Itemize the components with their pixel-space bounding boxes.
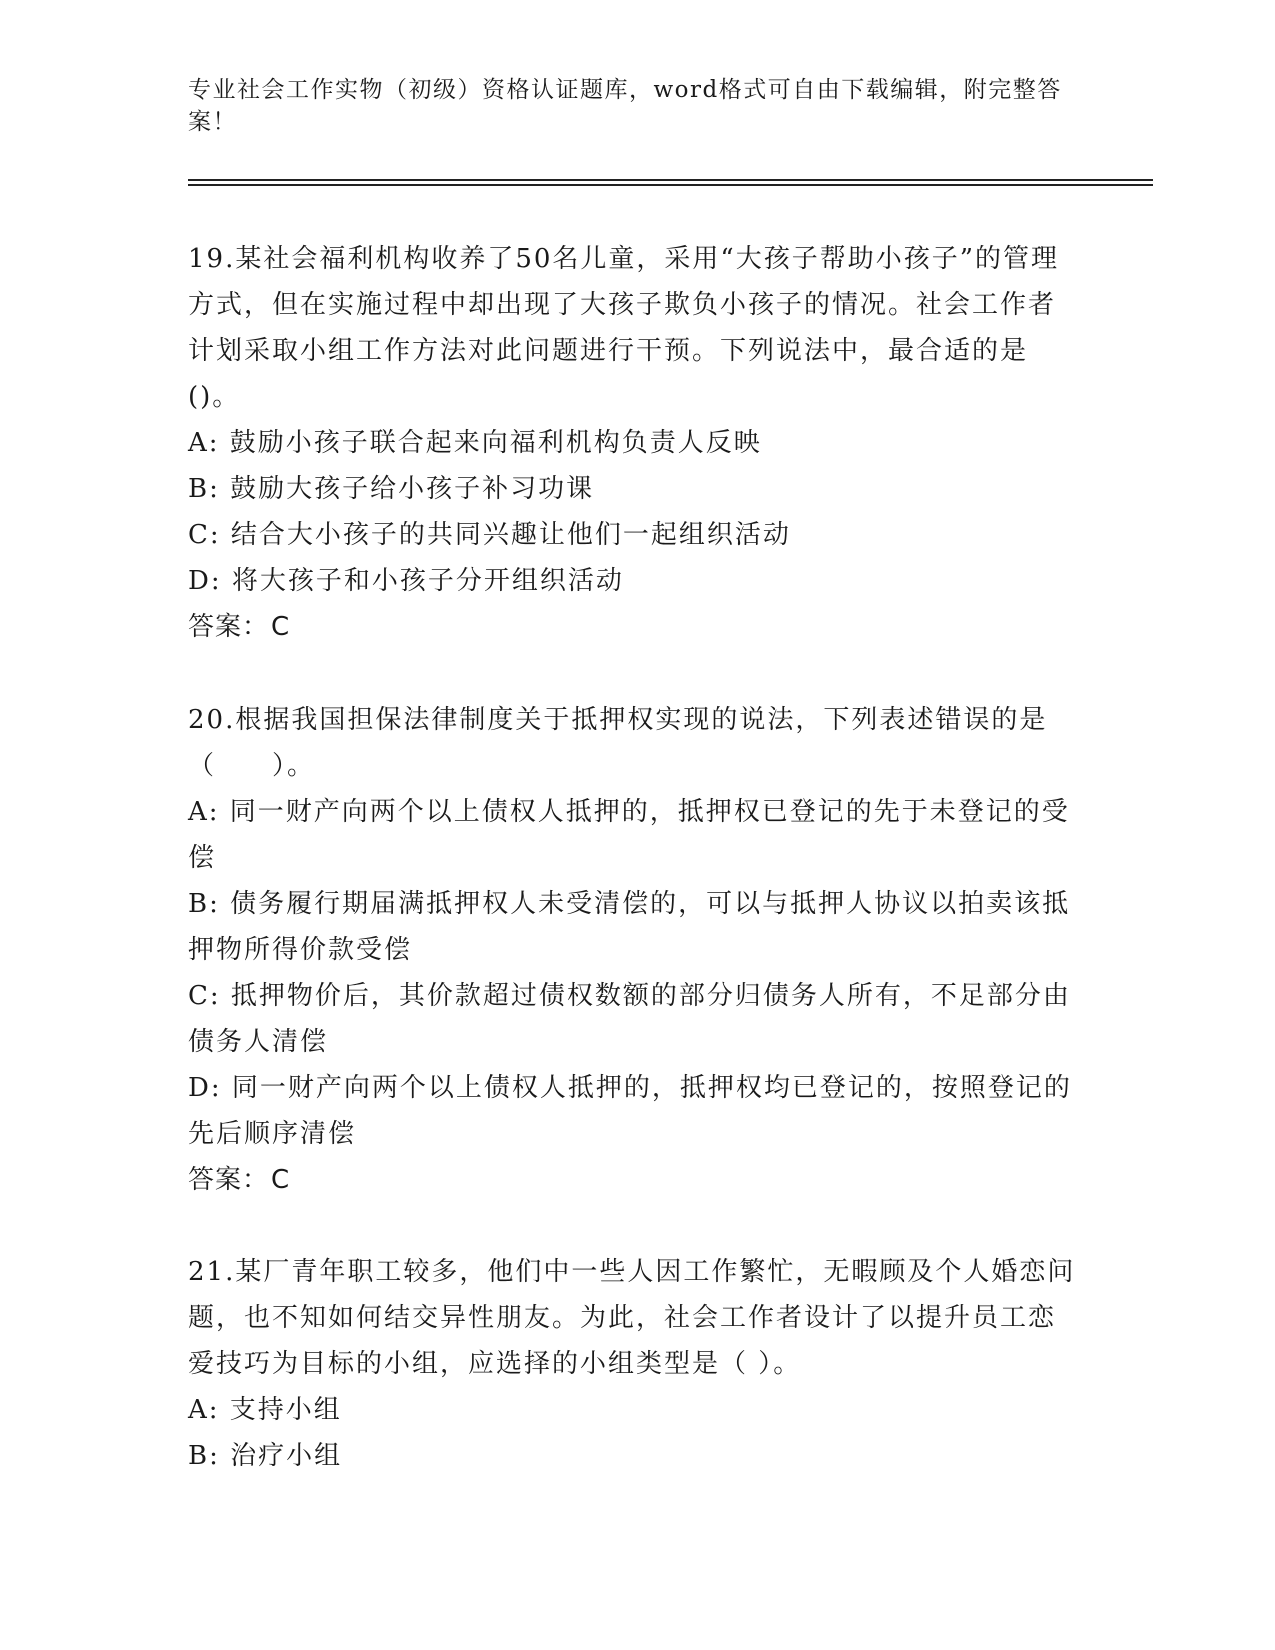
- header-divider-top: [188, 179, 1153, 181]
- question-stem: 19.某社会福利机构收养了50名儿童，采用“大孩子帮助小孩子”的管理方式，但在实施过程中却出现了大孩子欺负小孩子的情况。社会工作者计划采取小组工作方法对此问题进行干预。下列说法中，最合适的是()。: [188, 244, 1060, 412]
- question-21: [188, 1249, 1078, 1479]
- question-stem: 21.某厂青年职工较多，他们中一些人因工作繁忙，无暇顾及个人婚恋问题，也不知如何结交异性朋友。为此，社会工作者设计了以提升员工恋爱技巧为目标的小组，应选择的小组类型是（ ）。: [188, 1257, 1076, 1379]
- option-a: A: 支持小组: [188, 1395, 342, 1425]
- option-d: D: 同一财产向两个以上债权人抵押的，抵押权均已登记的，按照登记的先后顺序清偿: [188, 1073, 1072, 1149]
- option-b: B: 债务履行期届满抵押权人未受清偿的，可以与抵押人协议以拍卖该抵押物所得价款受偿: [188, 889, 1071, 965]
- option-b: B: 鼓励大孩子给小孩子补习功课: [188, 474, 595, 504]
- answer-value: C: [271, 612, 291, 642]
- option-b: B: 治疗小组: [188, 1441, 343, 1471]
- header-divider-bottom: [188, 184, 1153, 186]
- document-header: 专业社会工作实物（初级）资格认证题库，word格式可自由下载编辑，附完整答案！: [188, 77, 1062, 135]
- option-a: A: 同一财产向两个以上债权人抵押的，抵押权已登记的先于未登记的受偿: [188, 797, 1070, 873]
- answer-value: C: [271, 1165, 291, 1195]
- option-a: A: 鼓励小孩子联合起来向福利机构负责人反映: [188, 428, 762, 458]
- option-c: C: 抵押物价后，其价款超过债权数额的部分归债务人所有，不足部分由债务人清偿: [188, 981, 1071, 1057]
- question-stem: 20.根据我国担保法律制度关于抵押权实现的说法，下列表述错误的是（ ）。: [188, 705, 1048, 781]
- answer-label: 答案：: [188, 1165, 270, 1195]
- option-c: C: 结合大小孩子的共同兴趣让他们一起组织活动: [188, 520, 791, 550]
- answer-label: 答案：: [188, 612, 270, 642]
- answer-line: [188, 604, 1078, 650]
- question-19: [188, 236, 1078, 650]
- option-d: D: 将大孩子和小孩子分开组织活动: [188, 566, 624, 596]
- answer-line: [188, 1157, 1078, 1203]
- question-20: [188, 697, 1078, 1203]
